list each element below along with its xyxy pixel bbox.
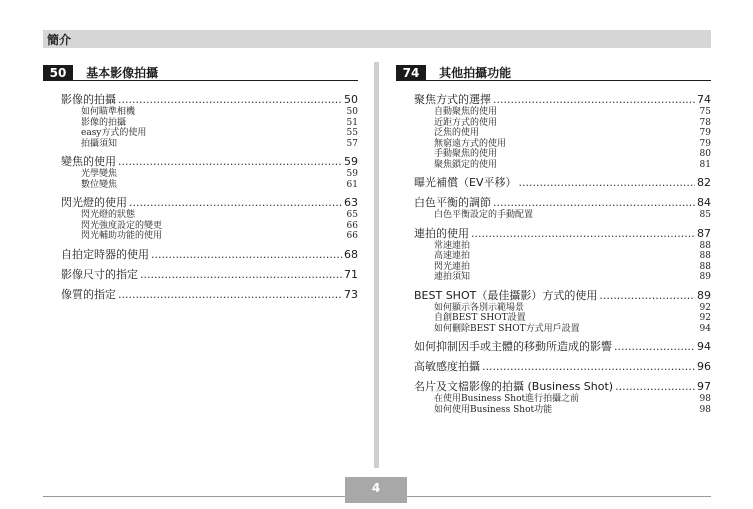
toc-subentry[interactable] xyxy=(414,303,711,314)
toc-subentry-label: 近距方式的使用 xyxy=(434,117,498,128)
toc-entry-page: 68 xyxy=(344,247,358,261)
toc-subentry-page: 94 xyxy=(699,323,711,334)
toc-entry-label: 白色平衡的調節 xyxy=(414,196,491,209)
dot-leader xyxy=(614,339,695,354)
toc-subentry[interactable] xyxy=(61,169,358,180)
dot-leader xyxy=(493,92,695,107)
toc-subentry-page: 61 xyxy=(346,179,358,190)
toc-subentry-label: 連拍須知 xyxy=(434,272,471,282)
toc-group xyxy=(61,287,358,302)
toc-subentry-page: 55 xyxy=(346,128,358,138)
toc-subentry-label: 聚焦鎖定的使用 xyxy=(434,159,498,170)
toc-subentry-page: 79 xyxy=(699,128,711,138)
toc-subentry-label: 在使用Business Shot進行拍攝之前 xyxy=(434,394,580,404)
toc-entry-page: 94 xyxy=(697,340,711,353)
toc-entry[interactable] xyxy=(61,267,358,282)
toc-subentry-page: 92 xyxy=(699,302,711,313)
left-section-title: 基本影像拍攝 xyxy=(86,66,159,80)
toc-subentry[interactable] xyxy=(414,160,711,171)
toc-entry-page: 63 xyxy=(344,196,358,209)
toc-subentry-page: 50 xyxy=(346,107,358,117)
toc-subentry[interactable] xyxy=(61,118,358,129)
page-number: 4 xyxy=(371,481,381,495)
toc-subentry-label: 閃光強度設定的變更 xyxy=(81,220,163,231)
toc-subentry-label: 如何顯示各別示範場景 xyxy=(434,302,525,313)
toc-entry-page: 73 xyxy=(344,287,358,301)
toc-subentry-page: 75 xyxy=(699,107,711,117)
toc-entry-page: 71 xyxy=(344,267,358,281)
toc-subentry-page: 57 xyxy=(346,138,358,149)
toc-subentry-page: 98 xyxy=(699,394,711,404)
page-title: 簡介 xyxy=(47,33,72,47)
toc-group xyxy=(61,92,358,149)
toc-group xyxy=(414,359,711,374)
toc-entry-label: 曝光補償（EV平移） xyxy=(414,176,517,189)
toc-subentry[interactable] xyxy=(61,139,358,150)
right-section-header xyxy=(396,62,711,78)
toc-entry-label: 自拍定時器的使用 xyxy=(61,247,149,261)
toc-subentry-page: 85 xyxy=(699,210,711,220)
toc-entry-label: 像質的指定 xyxy=(61,287,116,301)
dot-leader xyxy=(140,267,342,282)
toc-subentry[interactable] xyxy=(414,149,711,160)
toc-subentry-label: 如何瞄準相機 xyxy=(81,107,136,117)
dot-leader xyxy=(518,175,695,190)
toc-subentry-label: 高速連拍 xyxy=(434,251,471,261)
toc-subentry-page: 88 xyxy=(699,251,711,261)
toc-entry[interactable] xyxy=(414,379,711,394)
right-section-number[interactable]: 74 xyxy=(396,65,426,81)
toc-subentry-page: 79 xyxy=(699,138,711,149)
left-column xyxy=(43,62,358,307)
toc-subentry-label: 白色平衡設定的手動配置 xyxy=(434,210,534,220)
toc-group xyxy=(61,154,358,190)
toc-subentry-label: easy方式的使用 xyxy=(81,128,147,138)
toc-entry[interactable] xyxy=(61,92,358,107)
toc-subentry[interactable] xyxy=(414,210,711,221)
toc-entry[interactable] xyxy=(414,359,711,374)
toc-entry-page: 74 xyxy=(697,93,711,106)
header-bar xyxy=(43,30,711,48)
toc-subentry[interactable] xyxy=(61,221,358,232)
toc-subentry[interactable] xyxy=(61,107,358,118)
toc-subentry[interactable] xyxy=(414,139,711,150)
left-section-rule xyxy=(53,80,358,81)
toc-subentry-page: 98 xyxy=(699,404,711,415)
toc-subentry-label: 如何刪除BEST SHOT方式用戶設置 xyxy=(434,323,580,334)
toc-entry[interactable] xyxy=(414,339,711,354)
toc-subentry-label: 如何使用Business Shot功能 xyxy=(434,404,553,415)
toc-entry[interactable] xyxy=(414,226,711,241)
toc-group xyxy=(61,195,358,242)
toc-subentry-page: 66 xyxy=(346,231,358,241)
toc-group xyxy=(414,379,711,415)
toc-subentry[interactable] xyxy=(414,251,711,262)
toc-subentry-page: 88 xyxy=(699,240,711,251)
toc-subentry-label: 光學變焦 xyxy=(81,169,118,179)
right-column xyxy=(396,62,711,420)
toc-entry-page: 82 xyxy=(697,176,711,189)
toc-subentry[interactable] xyxy=(414,241,711,252)
right-section-title: 其他拍攝功能 xyxy=(439,66,512,80)
left-section-number[interactable]: 50 xyxy=(43,65,73,81)
toc-entry-label: 連拍的使用 xyxy=(414,226,469,240)
right-toc xyxy=(414,92,711,415)
toc-entry-label: 高敏感度拍攝 xyxy=(414,360,480,373)
toc-entry-page: 97 xyxy=(697,380,711,393)
toc-subentry[interactable] xyxy=(414,405,711,416)
toc-entry-label: BEST SHOT（最佳攝影）方式的使用 xyxy=(414,288,598,302)
toc-group xyxy=(414,195,711,221)
toc-subentry-page: 88 xyxy=(699,261,711,272)
toc-entry[interactable] xyxy=(61,287,358,302)
toc-subentry[interactable] xyxy=(61,210,358,221)
toc-subentry-page: 92 xyxy=(699,313,711,323)
left-toc xyxy=(61,92,358,302)
toc-subentry-page: 80 xyxy=(699,149,711,159)
toc-subentry-label: 拍攝須知 xyxy=(81,138,118,149)
left-section-header xyxy=(43,62,358,78)
toc-subentry-label: 閃光燈的狀態 xyxy=(81,210,136,220)
toc-entry-page: 84 xyxy=(697,196,711,209)
toc-subentry[interactable] xyxy=(414,313,711,324)
toc-subentry[interactable] xyxy=(414,107,711,118)
toc-group xyxy=(61,267,358,282)
dot-leader xyxy=(118,92,342,107)
toc-entry-label: 如何抑制因手或主體的移動所造成的影響 xyxy=(414,340,612,353)
toc-subentry-label: 自動聚焦的使用 xyxy=(434,107,498,117)
toc-group xyxy=(414,288,711,335)
dot-leader xyxy=(599,288,695,303)
toc-subentry-label: 常速連拍 xyxy=(434,240,471,251)
toc-entry-label: 變焦的使用 xyxy=(61,155,116,168)
toc-subentry[interactable] xyxy=(414,394,711,405)
toc-subentry-page: 66 xyxy=(346,220,358,231)
dot-leader xyxy=(482,359,695,374)
toc-subentry-page: 65 xyxy=(346,210,358,220)
toc-entry[interactable] xyxy=(414,175,711,190)
toc-entry[interactable] xyxy=(414,92,711,107)
toc-entry[interactable] xyxy=(414,288,711,303)
dot-leader xyxy=(151,247,342,262)
toc-entry-label: 影像的拍攝 xyxy=(61,93,116,106)
dot-leader xyxy=(615,379,695,394)
toc-subentry-label: 無窮遠方式的使用 xyxy=(434,138,507,149)
toc-subentry[interactable] xyxy=(414,272,711,283)
toc-subentry-page: 89 xyxy=(699,272,711,282)
dot-leader xyxy=(129,195,342,210)
toc-subentry-page: 59 xyxy=(346,169,358,179)
toc-subentry[interactable] xyxy=(414,118,711,129)
toc-entry-label: 聚焦方式的選擇 xyxy=(414,93,491,106)
toc-group xyxy=(61,247,358,262)
toc-group xyxy=(414,92,711,170)
toc-subentry-label: 自創BEST SHOT設置 xyxy=(434,313,526,323)
toc-entry[interactable] xyxy=(61,195,358,210)
toc-subentry-label: 閃光連拍 xyxy=(434,261,471,272)
toc-subentry-label: 閃光輔助功能的使用 xyxy=(81,231,163,241)
toc-entry-label: 影像尺寸的指定 xyxy=(61,267,138,281)
dot-leader xyxy=(471,226,695,241)
right-section-rule xyxy=(406,80,711,81)
toc-entry-page: 89 xyxy=(697,288,711,302)
toc-entry-page: 87 xyxy=(697,226,711,240)
toc-entry[interactable] xyxy=(61,247,358,262)
toc-group xyxy=(414,339,711,354)
toc-subentry[interactable] xyxy=(414,324,711,335)
toc-entry-page: 50 xyxy=(344,93,358,106)
toc-subentry[interactable] xyxy=(414,262,711,273)
toc-subentry[interactable] xyxy=(61,180,358,191)
dot-leader xyxy=(118,287,342,302)
toc-subentry-page: 81 xyxy=(699,159,711,170)
toc-entry-label: 閃光燈的使用 xyxy=(61,196,127,209)
toc-subentry[interactable] xyxy=(61,128,358,139)
toc-entry[interactable] xyxy=(61,154,358,169)
toc-subentry-label: 數位變焦 xyxy=(81,179,118,190)
toc-subentry-page: 51 xyxy=(346,117,358,128)
dot-leader xyxy=(493,195,695,210)
toc-group xyxy=(414,175,711,190)
toc-entry[interactable] xyxy=(414,195,711,210)
toc-group xyxy=(414,226,711,283)
page-number-box xyxy=(345,477,407,503)
toc-entry-page: 96 xyxy=(697,360,711,373)
toc-subentry[interactable] xyxy=(414,128,711,139)
toc-subentry-label: 泛焦的使用 xyxy=(434,128,480,138)
dot-leader xyxy=(118,154,342,169)
toc-entry-label: 名片及文檔影像的拍攝 (Business Shot) xyxy=(414,380,614,393)
column-divider xyxy=(374,62,379,468)
toc-subentry-label: 影像的拍攝 xyxy=(81,117,127,128)
toc-entry-page: 59 xyxy=(344,155,358,168)
toc-subentry-label: 手動聚焦的使用 xyxy=(434,149,498,159)
toc-subentry-page: 78 xyxy=(699,117,711,128)
toc-subentry[interactable] xyxy=(61,231,358,242)
